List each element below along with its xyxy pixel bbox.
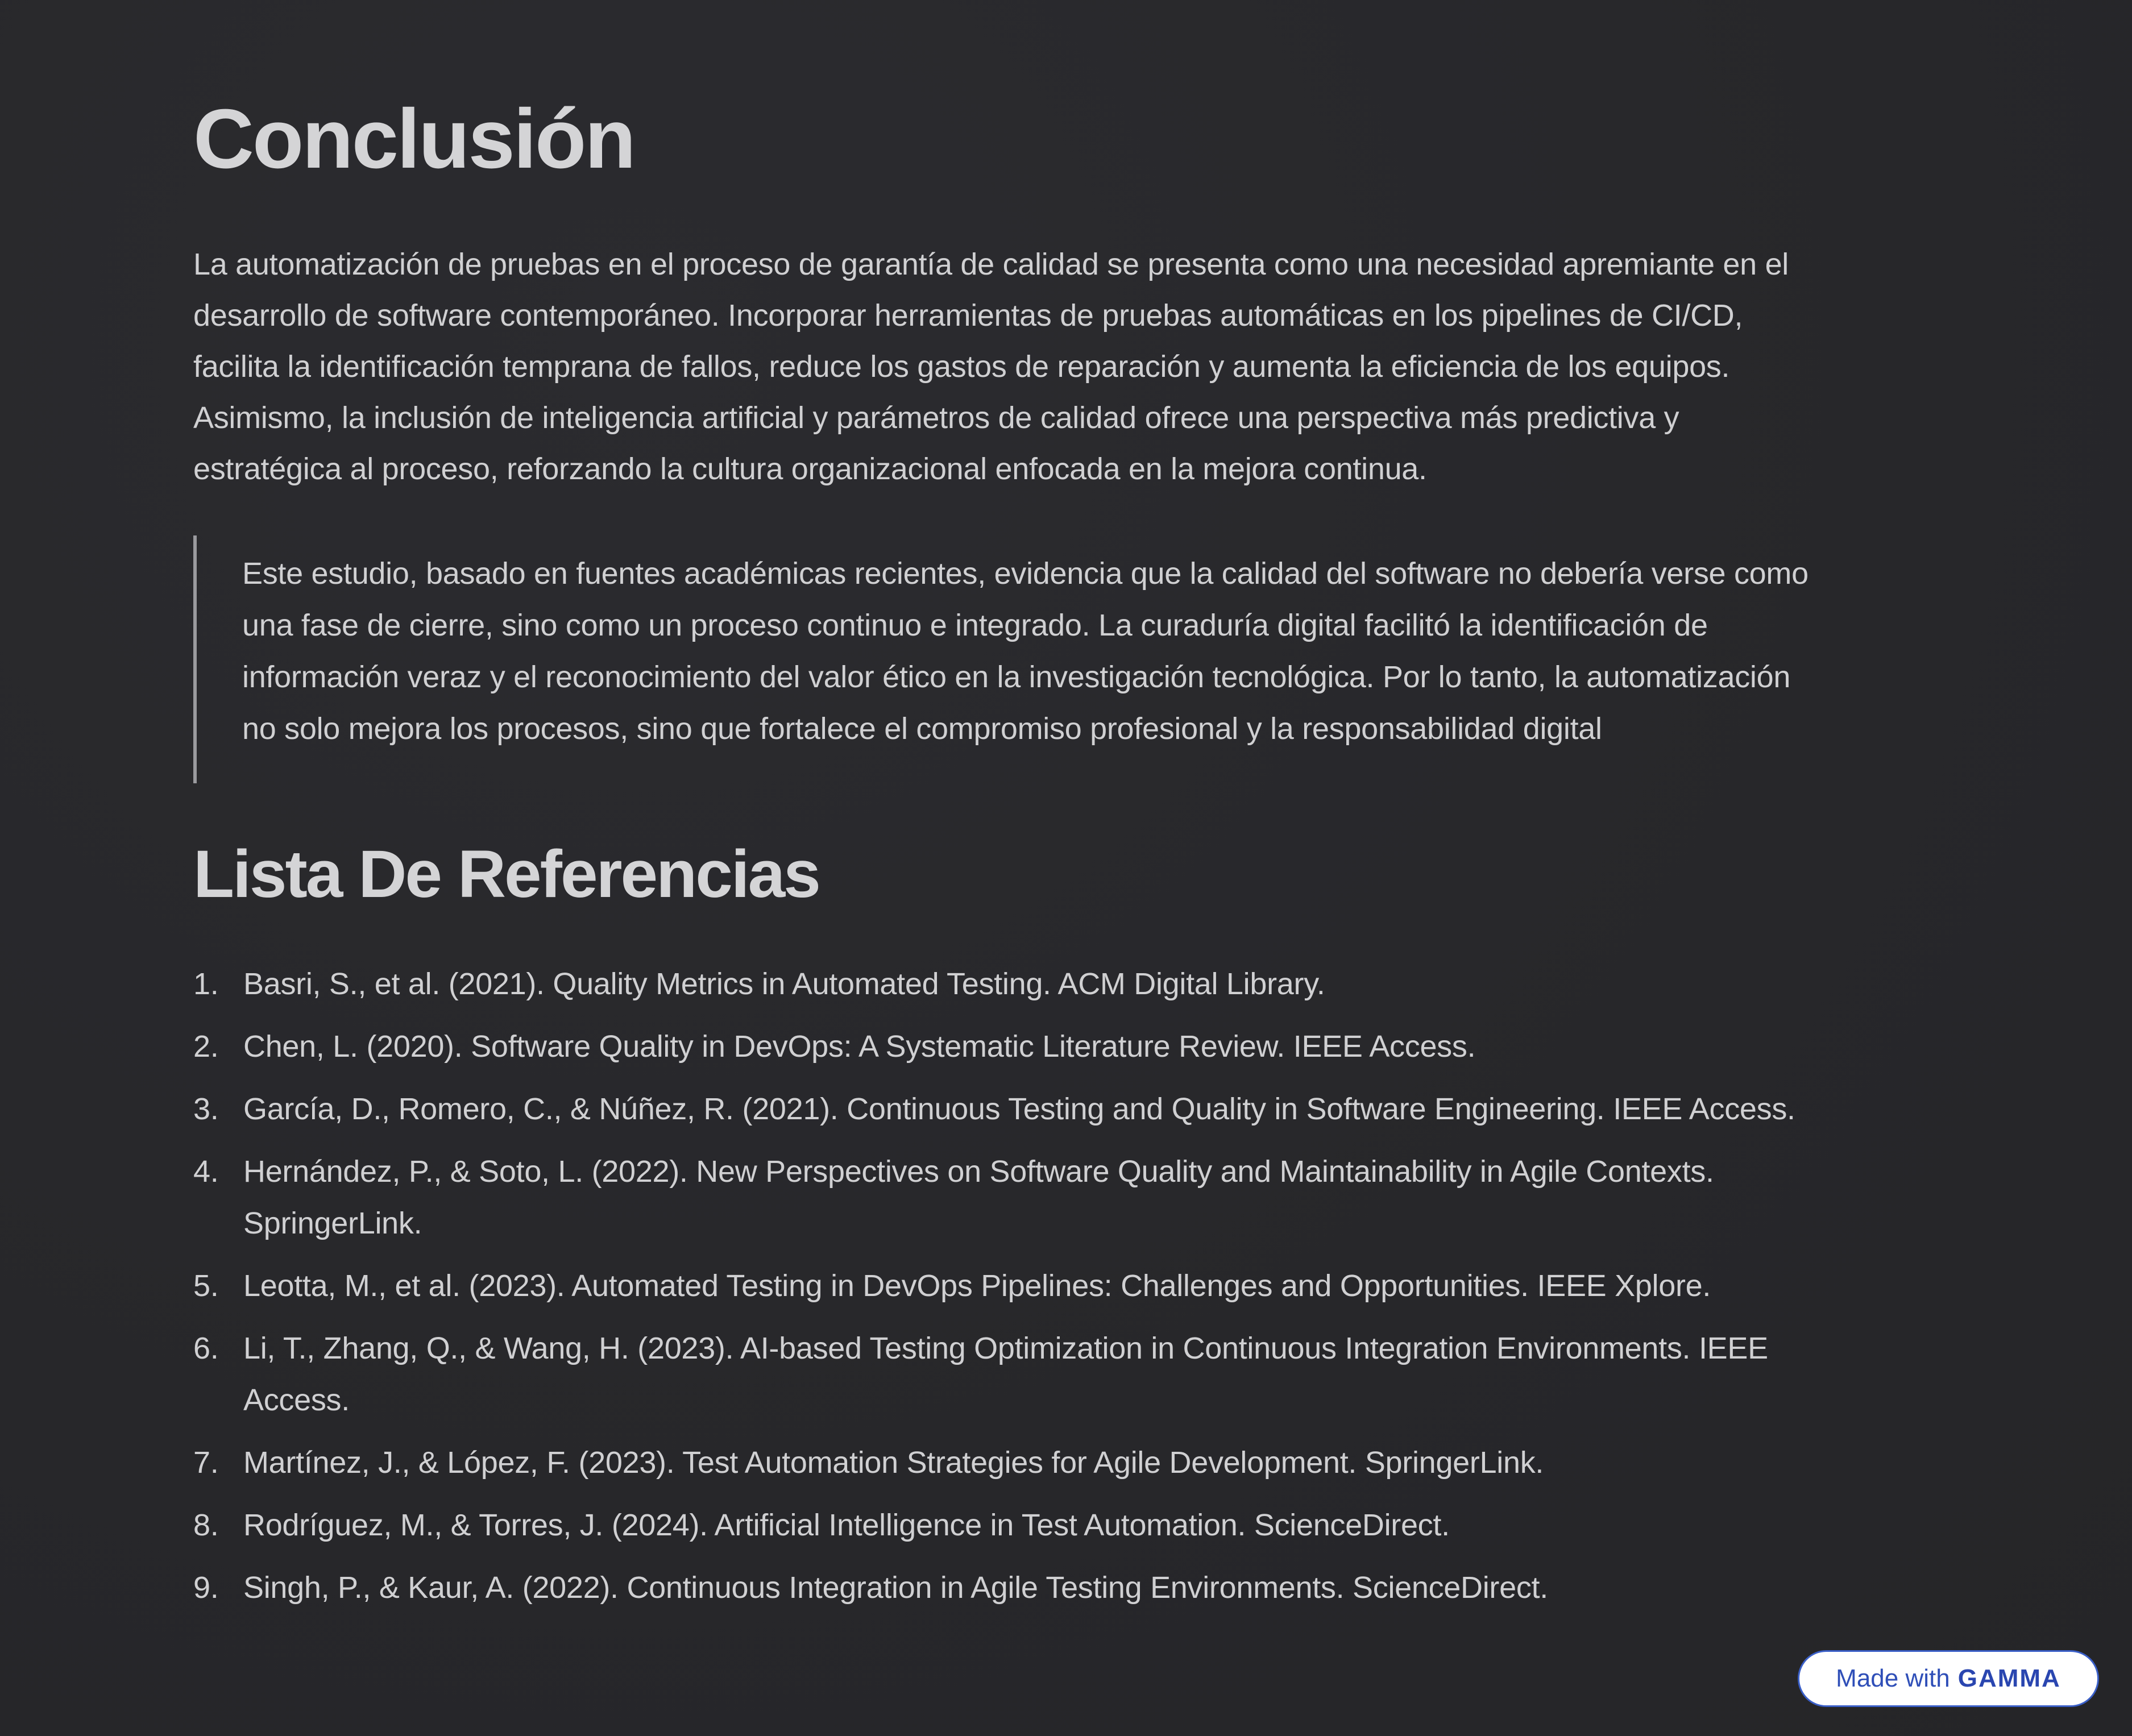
reference-number: 5. — [193, 1269, 219, 1303]
quote-line: Este estudio, basado en fuentes académicas recientes, evidencia que la calidad del software no debería verse como — [242, 556, 1809, 591]
reference-text: Rodríguez, M., & Torres, J. (2024). Artificial Intelligence in Test Automation. ScienceDirect. — [243, 1508, 1450, 1542]
conclusion-blockquote — [193, 535, 1944, 783]
reference-item — [193, 1437, 1944, 1489]
reference-text-continuation: SpringerLink. — [243, 1206, 422, 1240]
reference-item — [193, 1323, 1944, 1426]
reference-item — [193, 1083, 1944, 1135]
reference-item — [193, 1146, 1944, 1249]
conclusion-paragraph — [193, 239, 1944, 495]
reference-text: Martínez, J., & López, F. (2023). Test Automation Strategies for Agile Development. SpringerLink. — [243, 1446, 1544, 1480]
conclusion-title: Conclusión — [193, 92, 634, 186]
reference-text: García, D., Romero, C., & Núñez, R. (2021). Continuous Testing and Quality in Software Engineering. IEEE Access. — [243, 1092, 1795, 1126]
reference-item — [193, 1021, 1944, 1073]
reference-item — [193, 1562, 1944, 1614]
paragraph-line: estratégica al proceso, reforzando la cultura organizacional enfocada en la mejora continua. — [193, 452, 1427, 486]
reference-number: 4. — [193, 1154, 219, 1189]
reference-text: Singh, P., & Kaur, A. (2022). Continuous Integration in Agile Testing Environments. ScienceDirect. — [243, 1571, 1548, 1605]
reference-text: Basri, S., et al. (2021). Quality Metrics in Automated Testing. ACM Digital Library. — [243, 967, 1325, 1001]
paragraph-line: Asimismo, la inclusión de inteligencia artificial y parámetros de calidad ofrece una perspectiva más predictiva y — [193, 401, 1679, 435]
reference-number: 3. — [193, 1092, 219, 1126]
reference-text: Leotta, M., et al. (2023). Automated Testing in DevOps Pipelines: Challenges and Opportunities. IEEE Xplore. — [243, 1269, 1711, 1303]
badge-prefix: Made with — [1836, 1664, 1950, 1692]
reference-number: 1. — [193, 967, 219, 1001]
reference-number: 8. — [193, 1508, 219, 1542]
paragraph-line: facilita la identificación temprana de fallos, reduce los gastos de reparación y aumenta la eficiencia de los equipos. — [193, 350, 1730, 384]
reference-item — [193, 1500, 1944, 1551]
reference-text: Li, T., Zhang, Q., & Wang, H. (2023). AI-based Testing Optimization in Continuous Integration Environments. IEEE — [243, 1331, 1768, 1365]
reference-number: 2. — [193, 1029, 219, 1064]
references-list — [193, 958, 1944, 1614]
references-title: Lista De Referencias — [193, 837, 819, 912]
reference-text: Chen, L. (2020). Software Quality in DevOps: A Systematic Literature Review. IEEE Access. — [243, 1029, 1476, 1064]
reference-number: 7. — [193, 1446, 219, 1480]
slide-content — [193, 91, 1944, 1625]
paragraph-line: La automatización de pruebas en el proceso de garantía de calidad se presenta como una necesidad apremiante en el — [193, 247, 1789, 281]
reference-item — [193, 1260, 1944, 1312]
reference-item — [193, 958, 1944, 1010]
reference-text-continuation: Access. — [243, 1383, 350, 1417]
reference-number: 6. — [193, 1331, 219, 1365]
reference-number: 9. — [193, 1571, 219, 1605]
paragraph-line: desarrollo de software contemporáneo. Incorporar herramientas de pruebas automáticas en los pipelines de CI/CD, — [193, 298, 1743, 333]
quote-line: información veraz y el reconocimiento del valor ético en la investigación tecnológica. Por lo tanto, la automatización — [242, 660, 1791, 694]
quote-line: una fase de cierre, sino como un proceso continuo e integrado. La curaduría digital facilitó la identificación de — [242, 608, 1708, 642]
gamma-logo: GAMMA — [1957, 1664, 2061, 1692]
reference-text: Hernández, P., & Soto, L. (2022). New Perspectives on Software Quality and Maintainability in Agile Contexts. — [243, 1154, 1714, 1189]
quote-line: no solo mejora los procesos, sino que fortalece el compromiso profesional y la responsabilidad digital — [242, 712, 1602, 746]
made-with-gamma-button[interactable] — [1798, 1650, 2099, 1707]
